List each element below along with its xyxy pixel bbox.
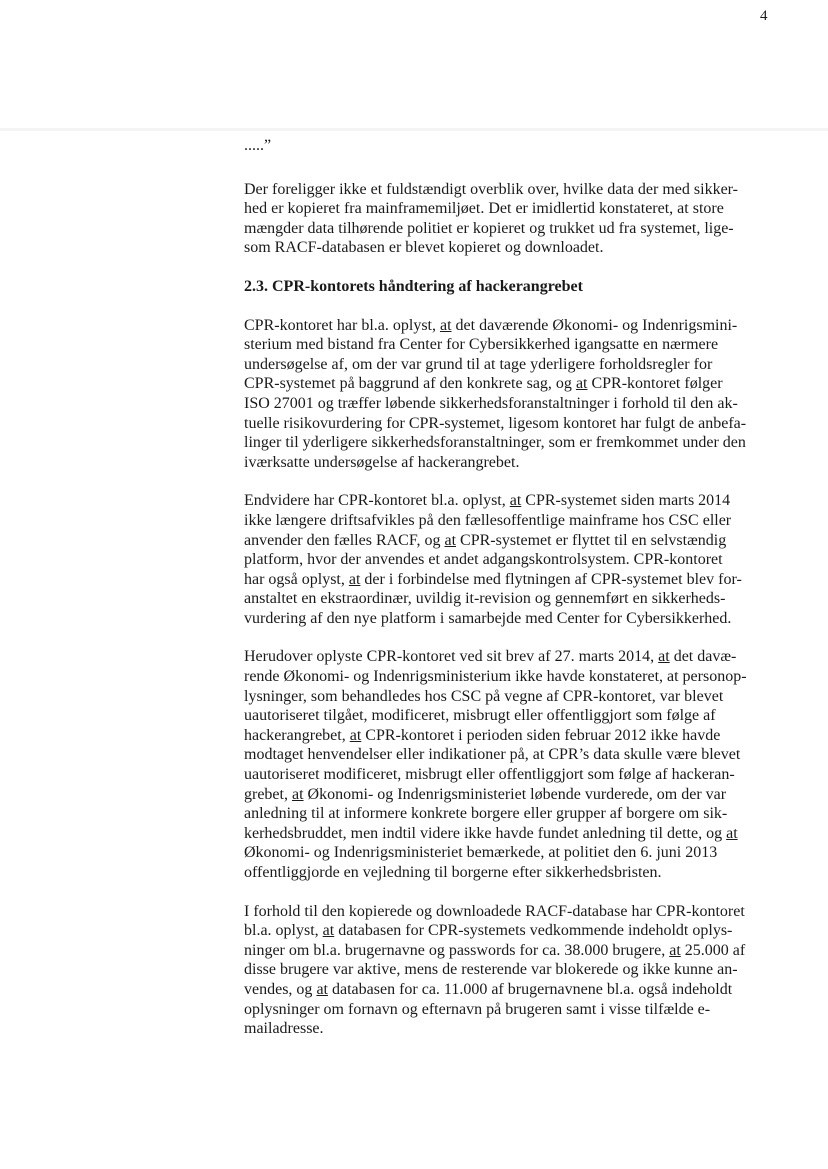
scan-artifact-band [0, 128, 828, 131]
text-line: iværksatte undersøgelse af hackerangrebet. [244, 453, 520, 471]
text-line: bl.a. oplyst, at databasen for CPR-systemets vedkommende indeholdt oplys- [244, 922, 733, 940]
text-line: disse brugere var aktive, mens de resterende var blokerede og ikke kunne an- [244, 961, 738, 979]
text-line: Herudover oplyste CPR-kontoret ved sit brev af 27. marts 2014, at det davæ- [244, 648, 737, 666]
paragraph-racf-database [244, 902, 776, 1039]
text-line: ISO 27001 og træffer løbende sikkerhedsforanstaltninger i forhold til den ak- [244, 394, 738, 412]
text-line: modtaget henvendelser eller indikationer på, at CPR’s data skulle være blevet [244, 746, 741, 764]
text-line: som RACF-databasen er blevet kopieret og downloadet. [244, 239, 604, 257]
text-line: mailadresse. [244, 1020, 324, 1038]
text-line: Økonomi- og Indenrigsministeriet bemærkede, at politiet den 6. juni 2013 [244, 844, 718, 862]
paragraph-letter-findings [244, 647, 776, 882]
text-line: tuelle risikovurdering for CPR-systemet, ligesom kontoret har fulgt de anbefa- [244, 414, 747, 432]
text-line: lysninger, som behandledes hos CSC på vegne af CPR-kontoret, var blevet [244, 687, 724, 705]
text-line: CPR-systemet på baggrund af den konkrete sag, og at CPR-kontoret følger [244, 375, 723, 393]
text-line: ninger om bl.a. brugernavne og passwords for ca. 38.000 brugere, at 25.000 af [244, 941, 746, 959]
text-line: vurdering af den nye platform i samarbejde med Center for Cybersikkerhed. [244, 609, 732, 627]
text-line: hackerangrebet, at CPR-kontoret i perioden siden februar 2012 ikke havde [244, 726, 721, 744]
text-line: offentliggjorde en vejledning til borgerne efter sikkerhedsbristen. [244, 864, 662, 881]
text-line: linger til yderligere sikkerhedsforanstaltninger, som er fremkommet under den [244, 434, 746, 452]
quote-ending: .....” [244, 137, 272, 154]
text-line: anvender den fælles RACF, og at CPR-systemet er flyttet til en selvstændig [244, 531, 727, 549]
text-line: platform, hvor der anvendes et andet adgangskontrolsystem. CPR-kontoret [244, 551, 723, 569]
page-number: 4 [760, 8, 768, 24]
text-line: rende Økonomi- og Indenrigsministerium ikke havde konstateret, at personop- [244, 668, 747, 686]
text-line: undersøgelse af, om der var grund til at tage yderligere forholdsregler for [244, 355, 713, 373]
text-line: oplysninger om fornavn og efternavn på brugeren samt i visse tilfælde e- [244, 1000, 711, 1018]
text-line: Endvidere har CPR-kontoret bl.a. oplyst, at CPR-systemet siden marts 2014 [244, 492, 731, 510]
text-line: anledning til at informere konkrete borgere eller grupper af borgere om sik- [244, 805, 728, 823]
paragraph-platform-migration [244, 491, 776, 628]
document-body [244, 136, 776, 1058]
text-line: vendes, og at databasen for ca. 11.000 af brugernavnene bl.a. også indeholdt [244, 980, 733, 998]
paragraph-cpr-handling [244, 316, 776, 473]
section-heading: 2.3. CPR-kontorets håndtering af hackerangrebet [244, 277, 583, 295]
text-line: anstaltet en ekstraordinær, uvildig it-revision og gennemført en sikkerheds- [244, 590, 726, 608]
text-line: har også oplyst, at der i forbindelse med flytningen af CPR-systemet blev for- [244, 570, 742, 588]
text-line: I forhold til den kopierede og downloadede RACF-database har CPR-kontoret [244, 902, 745, 920]
text-line: Der foreligger ikke et fuldstændigt overblik over, hvilke data der med sikker- [244, 180, 738, 198]
text-line: mængder data tilhørende politiet er kopieret og trukket ud fra systemet, lige- [244, 219, 734, 237]
text-line: ikke længere driftsafvikles på den fællesoffentlige mainframe hos CSC eller [244, 511, 732, 529]
text-line: uautoriseret tilgået, modificeret, misbrugt eller offentliggjort som følge af [244, 707, 716, 725]
text-line: sterium med bistand fra Center for Cybersikkerhed igangsatte en nærmere [244, 336, 719, 354]
text-line: kerhedsbruddet, men indtil videre ikke havde fundet anledning til dette, og at [244, 824, 738, 842]
paragraph-data-overview [244, 180, 776, 258]
text-line: grebet, at Økonomi- og Indenrigsministeriet løbende vurderede, om der var [244, 785, 727, 803]
text-line: uautoriseret modificeret, misbrugt eller offentliggjort som følge af hackeran- [244, 766, 735, 784]
text-line: CPR-kontoret har bl.a. oplyst, at det daværende Økonomi- og Indenrigsmini- [244, 316, 738, 334]
text-line: hed er kopieret fra mainframemiljøet. Det er imidlertid konstateret, at store [244, 200, 724, 218]
